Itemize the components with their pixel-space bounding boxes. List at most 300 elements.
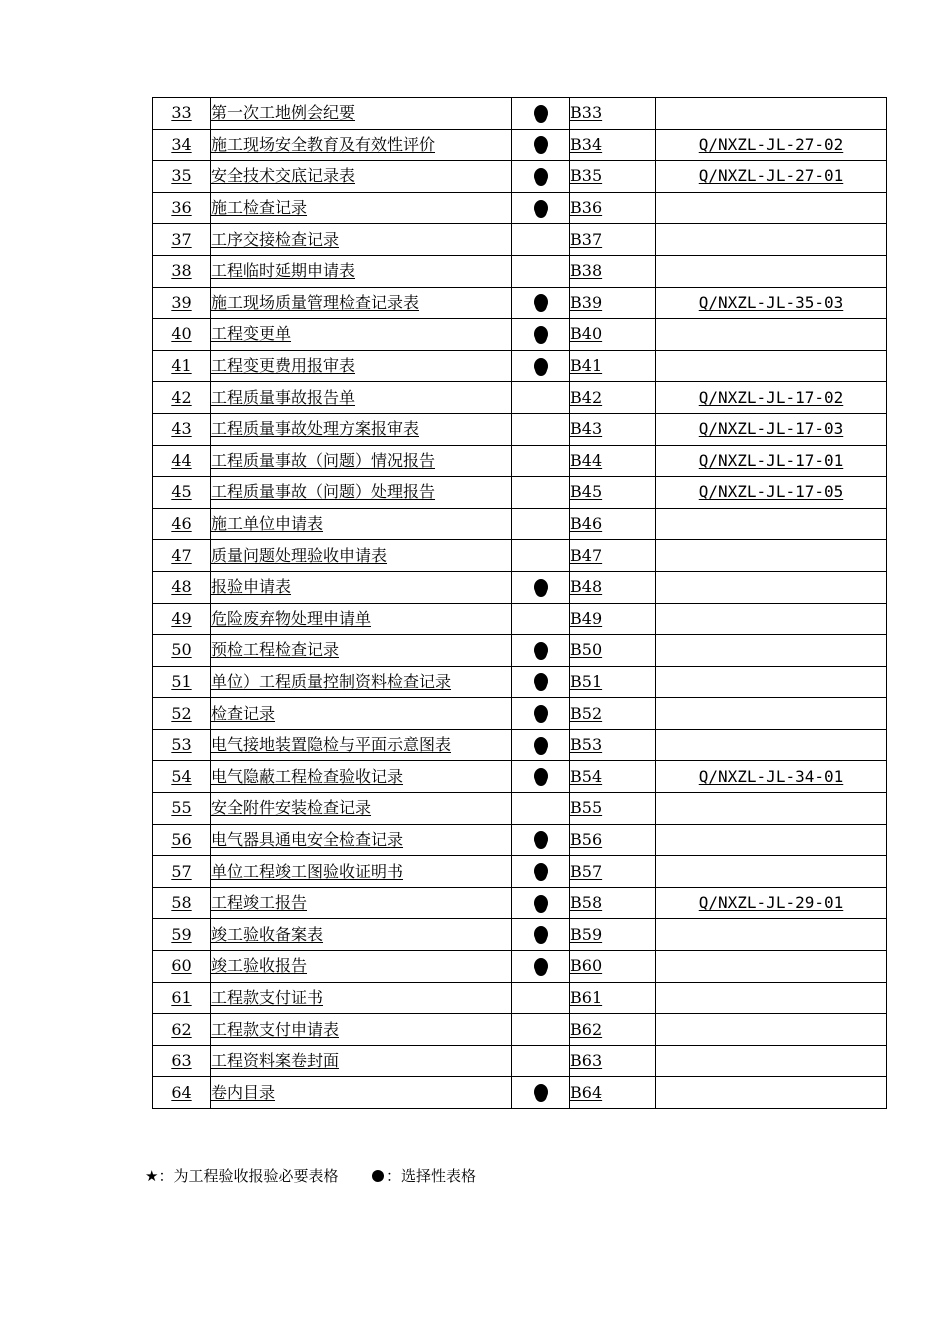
legend xyxy=(145,1164,476,1187)
standard-code-cell xyxy=(656,887,887,919)
optional-mark-cell xyxy=(512,287,570,319)
form-name-cell-text[interactable]: 工程质量事故（问题）情况报告 xyxy=(211,450,436,470)
standard-code-cell xyxy=(656,951,887,983)
form-code-cell xyxy=(570,951,656,983)
form-name-cell xyxy=(211,698,512,730)
form-code-cell-text[interactable]: B34 xyxy=(570,134,603,154)
standard-code-cell-text[interactable]: Q/NXZL-JL-35-03 xyxy=(698,292,844,312)
table-row xyxy=(153,571,887,603)
row-number-cell-text[interactable]: 45 xyxy=(171,482,192,502)
dot-icon xyxy=(534,958,548,974)
form-code-cell-text[interactable]: B46 xyxy=(570,514,603,534)
standard-code-cell-text[interactable]: Q/NXZL-JL-17-02 xyxy=(698,387,844,407)
row-number-cell xyxy=(153,255,211,287)
row-number-cell xyxy=(153,287,211,319)
row-number-cell-text[interactable]: 47 xyxy=(171,545,192,565)
optional-mark-cell xyxy=(512,1045,570,1077)
form-code-cell xyxy=(570,603,656,635)
row-number-cell xyxy=(153,887,211,919)
optional-mark-cell xyxy=(512,508,570,540)
row-number-cell xyxy=(153,477,211,509)
form-code-cell-text[interactable]: B37 xyxy=(570,229,603,249)
optional-mark-cell xyxy=(512,477,570,509)
row-number-cell xyxy=(153,192,211,224)
standard-code-cell xyxy=(656,824,887,856)
standard-code-cell xyxy=(656,287,887,319)
form-code-cell xyxy=(570,350,656,382)
dot-icon xyxy=(534,737,548,753)
form-code-cell-text[interactable]: B48 xyxy=(570,577,603,597)
form-name-cell xyxy=(211,287,512,319)
table-row xyxy=(153,445,887,477)
form-code-cell-text[interactable]: B41 xyxy=(570,356,603,376)
form-code-cell xyxy=(570,571,656,603)
standard-code-cell xyxy=(656,445,887,477)
row-number-cell xyxy=(153,350,211,382)
table-row xyxy=(153,382,887,414)
form-code-cell xyxy=(570,129,656,161)
table-row xyxy=(153,350,887,382)
form-name-cell-text[interactable]: 施工检查记录 xyxy=(211,198,308,218)
row-number-cell xyxy=(153,319,211,351)
optional-mark-cell xyxy=(512,161,570,193)
form-name-cell-text[interactable]: 工程变更单 xyxy=(211,324,292,344)
standard-code-cell-text[interactable]: Q/NXZL-JL-27-02 xyxy=(698,134,844,154)
row-number-cell xyxy=(153,413,211,445)
form-code-cell-text[interactable]: B57 xyxy=(570,861,603,881)
form-name-cell-text[interactable]: 工程资料案卷封面 xyxy=(211,1051,340,1071)
form-name-cell-text[interactable]: 工程款支付证书 xyxy=(211,987,324,1007)
dot-icon xyxy=(534,831,548,847)
dot-icon xyxy=(534,326,548,342)
row-number-cell xyxy=(153,982,211,1014)
form-name-cell-text[interactable]: 报验申请表 xyxy=(211,577,292,597)
standard-code-cell xyxy=(656,382,887,414)
row-number-cell-text[interactable]: 39 xyxy=(171,292,192,312)
form-name-cell-text[interactable]: 工程竣工报告 xyxy=(211,893,308,913)
form-name-cell-text[interactable]: 检查记录 xyxy=(211,703,276,723)
form-code-cell-text[interactable]: B58 xyxy=(570,893,603,913)
optional-mark-cell xyxy=(512,635,570,667)
row-number-cell xyxy=(153,761,211,793)
table-row xyxy=(153,224,887,256)
form-code-cell xyxy=(570,508,656,540)
standard-code-cell xyxy=(656,161,887,193)
row-number-cell xyxy=(153,793,211,825)
form-name-cell-text[interactable]: 施工单位申请表 xyxy=(211,514,324,534)
form-code-cell xyxy=(570,887,656,919)
star-icon: ★ xyxy=(145,1167,159,1185)
form-code-cell xyxy=(570,287,656,319)
table-row xyxy=(153,698,887,730)
table-row xyxy=(153,1014,887,1046)
standard-code-cell xyxy=(656,982,887,1014)
form-code-cell-text[interactable]: B38 xyxy=(570,261,603,281)
row-number-cell-text[interactable]: 58 xyxy=(171,893,192,913)
form-name-cell-text[interactable]: 竣工验收备案表 xyxy=(211,924,324,944)
form-code-cell xyxy=(570,1045,656,1077)
dot-icon xyxy=(534,294,548,310)
standard-code-cell xyxy=(656,856,887,888)
form-code-cell xyxy=(570,382,656,414)
form-name-cell xyxy=(211,951,512,983)
form-code-cell-text[interactable]: B56 xyxy=(570,829,603,849)
form-code-cell xyxy=(570,255,656,287)
row-number-cell-text[interactable]: 44 xyxy=(171,450,192,470)
row-number-cell xyxy=(153,98,211,130)
optional-mark-cell xyxy=(512,192,570,224)
form-name-cell-text[interactable]: 预检工程检查记录 xyxy=(211,640,340,660)
row-number-cell xyxy=(153,1077,211,1109)
form-code-cell xyxy=(570,1014,656,1046)
form-name-cell-text[interactable]: 卷内目录 xyxy=(211,1082,276,1102)
table-row xyxy=(153,1077,887,1109)
row-number-cell xyxy=(153,919,211,951)
optional-mark-cell xyxy=(512,887,570,919)
row-number-cell-text[interactable]: 57 xyxy=(171,861,192,881)
optional-mark-cell xyxy=(512,540,570,572)
form-name-cell xyxy=(211,761,512,793)
table-row xyxy=(153,161,887,193)
table-row xyxy=(153,413,887,445)
standard-code-cell xyxy=(656,255,887,287)
form-code-cell-text[interactable]: B43 xyxy=(570,419,603,439)
optional-mark-cell xyxy=(512,350,570,382)
form-name-cell xyxy=(211,413,512,445)
standard-code-cell xyxy=(656,192,887,224)
form-code-cell xyxy=(570,635,656,667)
dot-icon xyxy=(534,168,548,184)
row-number-cell-text[interactable]: 52 xyxy=(171,703,192,723)
form-name-cell xyxy=(211,887,512,919)
optional-mark-cell xyxy=(512,1014,570,1046)
optional-mark-cell xyxy=(512,413,570,445)
standard-code-cell-text[interactable]: Q/NXZL-JL-17-05 xyxy=(698,482,844,502)
form-name-cell xyxy=(211,540,512,572)
row-number-cell-text[interactable]: 38 xyxy=(171,261,192,281)
row-number-cell-text[interactable]: 41 xyxy=(171,356,192,376)
form-name-cell xyxy=(211,793,512,825)
standard-code-cell-text[interactable]: Q/NXZL-JL-17-01 xyxy=(698,450,844,470)
standard-code-cell xyxy=(656,761,887,793)
form-code-cell xyxy=(570,98,656,130)
form-name-cell-text[interactable]: 施工现场质量管理检查记录表 xyxy=(211,292,420,312)
form-name-cell-text[interactable]: 竣工验收报告 xyxy=(211,956,308,976)
form-name-cell-text[interactable]: 单位）工程质量控制资料检查记录 xyxy=(211,671,452,691)
dot-icon xyxy=(534,895,548,911)
optional-mark-cell xyxy=(512,951,570,983)
optional-mark-cell xyxy=(512,856,570,888)
optional-mark-cell xyxy=(512,319,570,351)
row-number-cell-text[interactable]: 60 xyxy=(171,956,192,976)
row-number-cell xyxy=(153,540,211,572)
form-code-cell-text[interactable]: B35 xyxy=(570,166,603,186)
table-row xyxy=(153,856,887,888)
standard-code-cell xyxy=(656,413,887,445)
row-number-cell xyxy=(153,129,211,161)
form-name-cell xyxy=(211,666,512,698)
table-row xyxy=(153,287,887,319)
form-name-cell-text[interactable]: 工程变更费用报审表 xyxy=(211,356,356,376)
row-number-cell-text[interactable]: 35 xyxy=(171,166,192,186)
form-name-cell xyxy=(211,1014,512,1046)
standard-code-cell xyxy=(656,98,887,130)
form-name-cell-text[interactable]: 安全附件安装检查记录 xyxy=(211,798,372,818)
row-number-cell-text[interactable]: 48 xyxy=(171,577,192,597)
form-name-cell xyxy=(211,445,512,477)
optional-mark-cell xyxy=(512,729,570,761)
table-row xyxy=(153,951,887,983)
form-name-cell-text[interactable]: 质量问题处理验收申请表 xyxy=(211,545,388,565)
table-row xyxy=(153,477,887,509)
form-code-cell-text[interactable]: B62 xyxy=(570,1019,603,1039)
form-name-cell xyxy=(211,477,512,509)
row-number-cell xyxy=(153,1014,211,1046)
form-name-cell xyxy=(211,729,512,761)
row-number-cell-text[interactable]: 43 xyxy=(171,419,192,439)
table-row xyxy=(153,98,887,130)
form-code-cell xyxy=(570,1077,656,1109)
form-name-cell xyxy=(211,192,512,224)
form-name-cell-text[interactable]: 工程临时延期申请表 xyxy=(211,261,356,281)
legend-required-text: ：为工程验收报验必要表格 xyxy=(158,1167,339,1185)
form-code-cell-text[interactable]: B60 xyxy=(570,956,603,976)
row-number-cell-text[interactable]: 46 xyxy=(171,514,192,534)
form-code-cell-text[interactable]: B53 xyxy=(570,735,603,755)
row-number-cell xyxy=(153,635,211,667)
standard-code-cell xyxy=(656,666,887,698)
form-code-cell xyxy=(570,761,656,793)
form-name-cell xyxy=(211,224,512,256)
form-name-cell-text[interactable]: 工程款支付申请表 xyxy=(211,1019,340,1039)
dot-icon xyxy=(534,579,548,595)
form-code-cell-text[interactable]: B36 xyxy=(570,198,603,218)
table-row xyxy=(153,129,887,161)
form-code-cell-text[interactable]: B47 xyxy=(570,545,603,565)
standard-code-cell xyxy=(656,350,887,382)
standard-code-cell xyxy=(656,477,887,509)
row-number-cell xyxy=(153,951,211,983)
dot-icon xyxy=(534,863,548,879)
form-code-cell xyxy=(570,856,656,888)
form-code-cell-text[interactable]: B39 xyxy=(570,292,603,312)
form-name-cell-text[interactable]: 工序交接检查记录 xyxy=(211,229,340,249)
row-number-cell xyxy=(153,603,211,635)
form-name-cell xyxy=(211,635,512,667)
legend-optional-text: ：选择性表格 xyxy=(386,1167,477,1185)
row-number-cell xyxy=(153,856,211,888)
optional-mark-cell xyxy=(512,255,570,287)
standard-code-cell xyxy=(656,224,887,256)
form-code-cell-text[interactable]: B51 xyxy=(570,671,603,691)
form-code-cell-text[interactable]: B59 xyxy=(570,924,603,944)
form-code-cell-text[interactable]: B54 xyxy=(570,766,603,786)
optional-mark-cell xyxy=(512,98,570,130)
optional-mark-cell xyxy=(512,445,570,477)
row-number-cell xyxy=(153,729,211,761)
form-name-cell-text[interactable]: 第一次工地例会纪要 xyxy=(211,103,356,123)
dot-icon xyxy=(534,136,548,152)
form-code-cell xyxy=(570,224,656,256)
form-code-cell xyxy=(570,982,656,1014)
row-number-cell-text[interactable]: 53 xyxy=(171,735,192,755)
form-code-cell xyxy=(570,729,656,761)
form-code-cell xyxy=(570,666,656,698)
form-name-cell-text[interactable]: 电气器具通电安全检查记录 xyxy=(211,829,404,849)
standard-code-cell xyxy=(656,1077,887,1109)
optional-mark-cell xyxy=(512,919,570,951)
optional-mark-cell xyxy=(512,224,570,256)
row-number-cell-text[interactable]: 42 xyxy=(171,387,192,407)
form-name-cell xyxy=(211,255,512,287)
form-code-cell-text[interactable]: B50 xyxy=(570,640,603,660)
standard-code-cell xyxy=(656,729,887,761)
form-code-cell xyxy=(570,161,656,193)
form-code-cell-text[interactable]: B45 xyxy=(570,482,603,502)
row-number-cell-text[interactable]: 56 xyxy=(171,829,192,849)
standard-code-cell xyxy=(656,1014,887,1046)
row-number-cell-text[interactable]: 63 xyxy=(171,1051,192,1071)
row-number-cell-text[interactable]: 51 xyxy=(171,671,192,691)
table-row xyxy=(153,635,887,667)
form-code-cell-text[interactable]: B52 xyxy=(570,703,603,723)
form-name-cell xyxy=(211,919,512,951)
form-name-cell xyxy=(211,161,512,193)
form-code-cell-text[interactable]: B61 xyxy=(570,987,603,1007)
form-name-cell-text[interactable]: 危险废弃物处理申请单 xyxy=(211,608,372,628)
form-code-cell-text[interactable]: B64 xyxy=(570,1082,603,1102)
form-code-cell-text[interactable]: B55 xyxy=(570,798,603,818)
standard-code-cell xyxy=(656,508,887,540)
standard-code-cell xyxy=(656,571,887,603)
row-number-cell-text[interactable]: 34 xyxy=(171,134,192,154)
form-code-cell-text[interactable]: B63 xyxy=(570,1051,603,1071)
row-number-cell-text[interactable]: 61 xyxy=(171,987,192,1007)
form-code-cell xyxy=(570,540,656,572)
row-number-cell-text[interactable]: 36 xyxy=(171,198,192,218)
form-code-cell-text[interactable]: B44 xyxy=(570,450,603,470)
row-number-cell-text[interactable]: 55 xyxy=(171,798,192,818)
table-row xyxy=(153,761,887,793)
form-code-cell-text[interactable]: B42 xyxy=(570,387,603,407)
standard-code-cell-text[interactable]: Q/NXZL-JL-29-01 xyxy=(698,893,844,913)
form-code-cell xyxy=(570,413,656,445)
optional-mark-cell xyxy=(512,761,570,793)
standard-code-cell xyxy=(656,635,887,667)
row-number-cell-text[interactable]: 50 xyxy=(171,640,192,660)
form-name-cell-text[interactable]: 工程质量事故（问题）处理报告 xyxy=(211,482,436,502)
row-number-cell xyxy=(153,698,211,730)
form-code-cell xyxy=(570,192,656,224)
standard-code-cell-text[interactable]: Q/NXZL-JL-27-01 xyxy=(698,166,844,186)
form-name-cell-text[interactable]: 安全技术交底记录表 xyxy=(211,166,356,186)
standard-code-cell xyxy=(656,698,887,730)
table-row xyxy=(153,666,887,698)
form-name-cell xyxy=(211,382,512,414)
table-row xyxy=(153,1045,887,1077)
form-code-cell-text[interactable]: B33 xyxy=(570,103,603,123)
standard-code-cell xyxy=(656,129,887,161)
form-name-cell xyxy=(211,571,512,603)
table-row xyxy=(153,255,887,287)
row-number-cell-text[interactable]: 64 xyxy=(171,1082,192,1102)
row-number-cell xyxy=(153,161,211,193)
form-code-cell-text[interactable]: B40 xyxy=(570,324,603,344)
form-code-cell xyxy=(570,793,656,825)
standard-code-cell xyxy=(656,793,887,825)
dot-icon xyxy=(534,705,548,721)
form-code-cell-text[interactable]: B49 xyxy=(570,608,603,628)
table-row xyxy=(153,824,887,856)
form-name-cell-text[interactable]: 单位工程竣工图验收证明书 xyxy=(211,861,404,881)
standard-code-cell-text[interactable]: Q/NXZL-JL-17-03 xyxy=(698,419,844,439)
row-number-cell-text[interactable]: 37 xyxy=(171,229,192,249)
row-number-cell-text[interactable]: 62 xyxy=(171,1019,192,1039)
row-number-cell-text[interactable]: 59 xyxy=(171,924,192,944)
row-number-cell xyxy=(153,666,211,698)
optional-mark-cell xyxy=(512,666,570,698)
form-name-cell xyxy=(211,1077,512,1109)
form-name-cell xyxy=(211,350,512,382)
form-code-cell xyxy=(570,698,656,730)
standard-code-cell xyxy=(656,919,887,951)
form-name-cell-text[interactable]: 工程质量事故报告单 xyxy=(211,387,356,407)
form-name-cell-text[interactable]: 电气隐蔽工程检查验收记录 xyxy=(211,766,404,786)
dot-icon xyxy=(372,1170,384,1182)
standard-code-cell xyxy=(656,540,887,572)
dot-icon xyxy=(534,358,548,374)
row-number-cell xyxy=(153,508,211,540)
row-number-cell-text[interactable]: 33 xyxy=(171,103,192,123)
table-row xyxy=(153,729,887,761)
row-number-cell xyxy=(153,445,211,477)
dot-icon xyxy=(534,768,548,784)
row-number-cell-text[interactable]: 40 xyxy=(171,324,192,344)
form-name-cell xyxy=(211,1045,512,1077)
form-name-cell-text[interactable]: 工程质量事故处理方案报审表 xyxy=(211,419,420,439)
table-row xyxy=(153,540,887,572)
table-row xyxy=(153,192,887,224)
standard-code-cell xyxy=(656,603,887,635)
form-code-cell xyxy=(570,319,656,351)
dot-icon xyxy=(534,673,548,689)
form-code-cell xyxy=(570,477,656,509)
table-row xyxy=(153,919,887,951)
form-name-cell xyxy=(211,603,512,635)
row-number-cell xyxy=(153,824,211,856)
dot-icon xyxy=(534,200,548,216)
form-name-cell xyxy=(211,982,512,1014)
form-code-cell xyxy=(570,445,656,477)
form-name-cell-text[interactable]: 电气接地装置隐检与平面示意图表 xyxy=(211,735,452,755)
dot-icon xyxy=(534,1084,548,1100)
form-name-cell xyxy=(211,129,512,161)
table-row xyxy=(153,603,887,635)
row-number-cell-text[interactable]: 49 xyxy=(171,608,192,628)
standard-code-cell xyxy=(656,319,887,351)
dot-icon xyxy=(534,926,548,942)
table-row xyxy=(153,887,887,919)
row-number-cell xyxy=(153,571,211,603)
standard-code-cell-text[interactable]: Q/NXZL-JL-34-01 xyxy=(698,766,844,786)
form-name-cell-text[interactable]: 施工现场安全教育及有效性评价 xyxy=(211,134,436,154)
form-name-cell xyxy=(211,98,512,130)
optional-mark-cell xyxy=(512,603,570,635)
optional-mark-cell xyxy=(512,571,570,603)
row-number-cell-text[interactable]: 54 xyxy=(171,766,192,786)
dot-icon xyxy=(534,642,548,658)
dot-icon xyxy=(534,105,548,121)
